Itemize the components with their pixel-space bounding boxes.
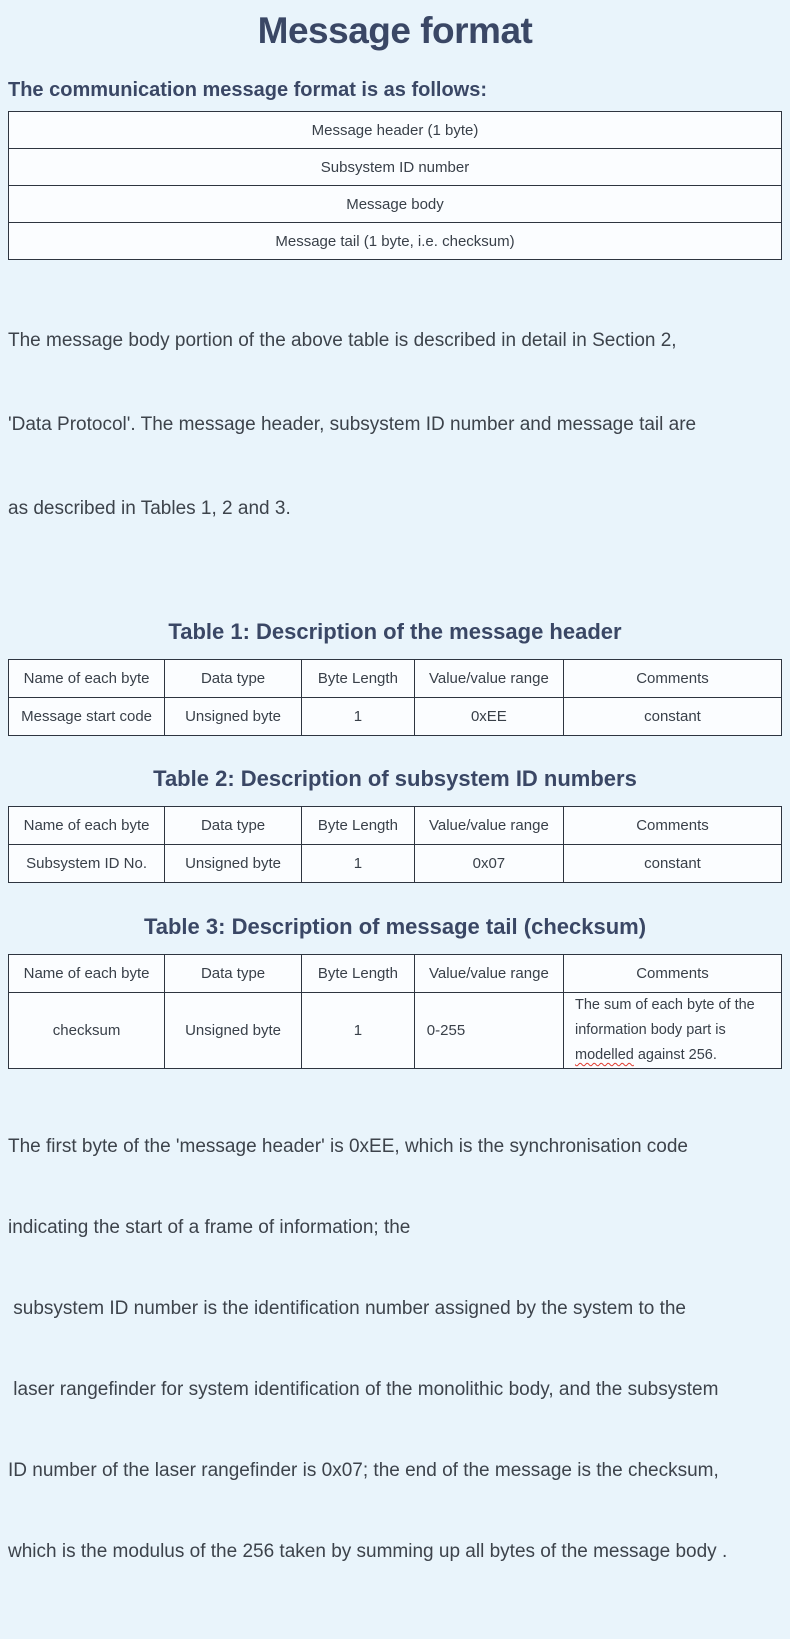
comments-line: information body part is xyxy=(574,1022,726,1038)
data-cell: 0x07 xyxy=(414,845,563,883)
paragraph-message-body-description xyxy=(8,271,782,579)
header-cell: Value/value range xyxy=(414,955,563,993)
table-row xyxy=(9,112,782,149)
paragraph-line: which is the modulus of the 256 taken by summing up all bytes of the message body . xyxy=(8,1541,728,1562)
paragraph-line: subsystem ID number is the identification number assigned by the system to the xyxy=(8,1298,686,1319)
data-cell: Message start code xyxy=(9,698,165,736)
header-cell: Name of each byte xyxy=(9,660,165,698)
header-cell: Byte Length xyxy=(301,660,414,698)
header-cell: Comments xyxy=(563,955,781,993)
data-cell: 0-255 xyxy=(414,993,563,1069)
data-cell: Unsigned byte xyxy=(165,845,302,883)
table-row xyxy=(9,223,782,260)
header-cell: Name of each byte xyxy=(9,955,165,993)
data-cell: Subsystem ID No. xyxy=(9,845,165,883)
table-row xyxy=(9,845,782,883)
table-row xyxy=(9,186,782,223)
header-cell: Comments xyxy=(563,807,781,845)
message-format-table xyxy=(8,111,782,260)
header-cell: Data type xyxy=(165,660,302,698)
table-2-caption: Table 2: Description of subsystem ID numbers xyxy=(153,766,637,791)
table-header-row xyxy=(9,660,782,698)
paragraph-line: 'Data Protocol'. The message header, subsystem ID number and message tail are xyxy=(8,414,697,435)
format-cell-message-header: Message header (1 byte) xyxy=(9,112,782,149)
header-cell: Byte Length xyxy=(301,955,414,993)
table-row xyxy=(9,993,782,1069)
header-cell: Value/value range xyxy=(414,807,563,845)
table-header-row xyxy=(9,955,782,993)
data-cell: Unsigned byte xyxy=(165,698,302,736)
paragraph-line: The first byte of the 'message header' is 0xEE, which is the synchronisation code xyxy=(8,1136,688,1157)
data-cell: checksum xyxy=(9,993,165,1069)
comments-cell xyxy=(563,993,781,1069)
table-2-subsystem-id xyxy=(8,806,782,883)
paragraph-line: indicating the start of a frame of information; the xyxy=(8,1217,411,1238)
data-cell: 0xEE xyxy=(414,698,563,736)
header-cell: Byte Length xyxy=(301,807,414,845)
comments-line: The sum of each byte of the xyxy=(574,997,755,1013)
data-cell: constant xyxy=(563,845,781,883)
page-title: Message format xyxy=(257,10,533,51)
data-cell: 1 xyxy=(301,698,414,736)
table-header-row xyxy=(9,807,782,845)
paragraph-field-explanations xyxy=(8,1079,782,1619)
header-cell: Data type xyxy=(165,807,302,845)
comments-line-rest: against 256. xyxy=(633,1047,717,1063)
paragraph-line: laser rangefinder for system identification of the monolithic body, and the subsystem xyxy=(8,1379,719,1400)
table-row xyxy=(9,149,782,186)
data-cell: 1 xyxy=(301,845,414,883)
table-3-message-tail xyxy=(8,954,782,1069)
header-cell: Name of each byte xyxy=(9,807,165,845)
header-cell: Value/value range xyxy=(414,660,563,698)
misspelled-word: modelled xyxy=(574,1047,634,1063)
table-row xyxy=(9,698,782,736)
header-cell: Data type xyxy=(165,955,302,993)
data-cell: 1 xyxy=(301,993,414,1069)
table-1-message-header xyxy=(8,659,782,736)
data-cell: constant xyxy=(563,698,781,736)
table-3-caption: Table 3: Description of message tail (checksum) xyxy=(143,914,647,939)
paragraph-line: as described in Tables 1, 2 and 3. xyxy=(8,498,291,519)
data-cell: Unsigned byte xyxy=(165,993,302,1069)
format-cell-message-body: Message body xyxy=(9,186,782,223)
paragraph-line: ID number of the laser rangefinder is 0x07; the end of the message is the checksum, xyxy=(8,1460,719,1481)
comments-line xyxy=(575,1043,775,1068)
header-cell: Comments xyxy=(563,660,781,698)
table-1-caption: Table 1: Description of the message header xyxy=(168,619,622,644)
intro-heading: The communication message format is as follows: xyxy=(8,79,488,101)
format-cell-subsystem-id: Subsystem ID number xyxy=(9,149,782,186)
paragraph-line: The message body portion of the above table is described in detail in Section 2, xyxy=(8,330,677,351)
format-cell-message-tail: Message tail (1 byte, i.e. checksum) xyxy=(9,223,782,260)
